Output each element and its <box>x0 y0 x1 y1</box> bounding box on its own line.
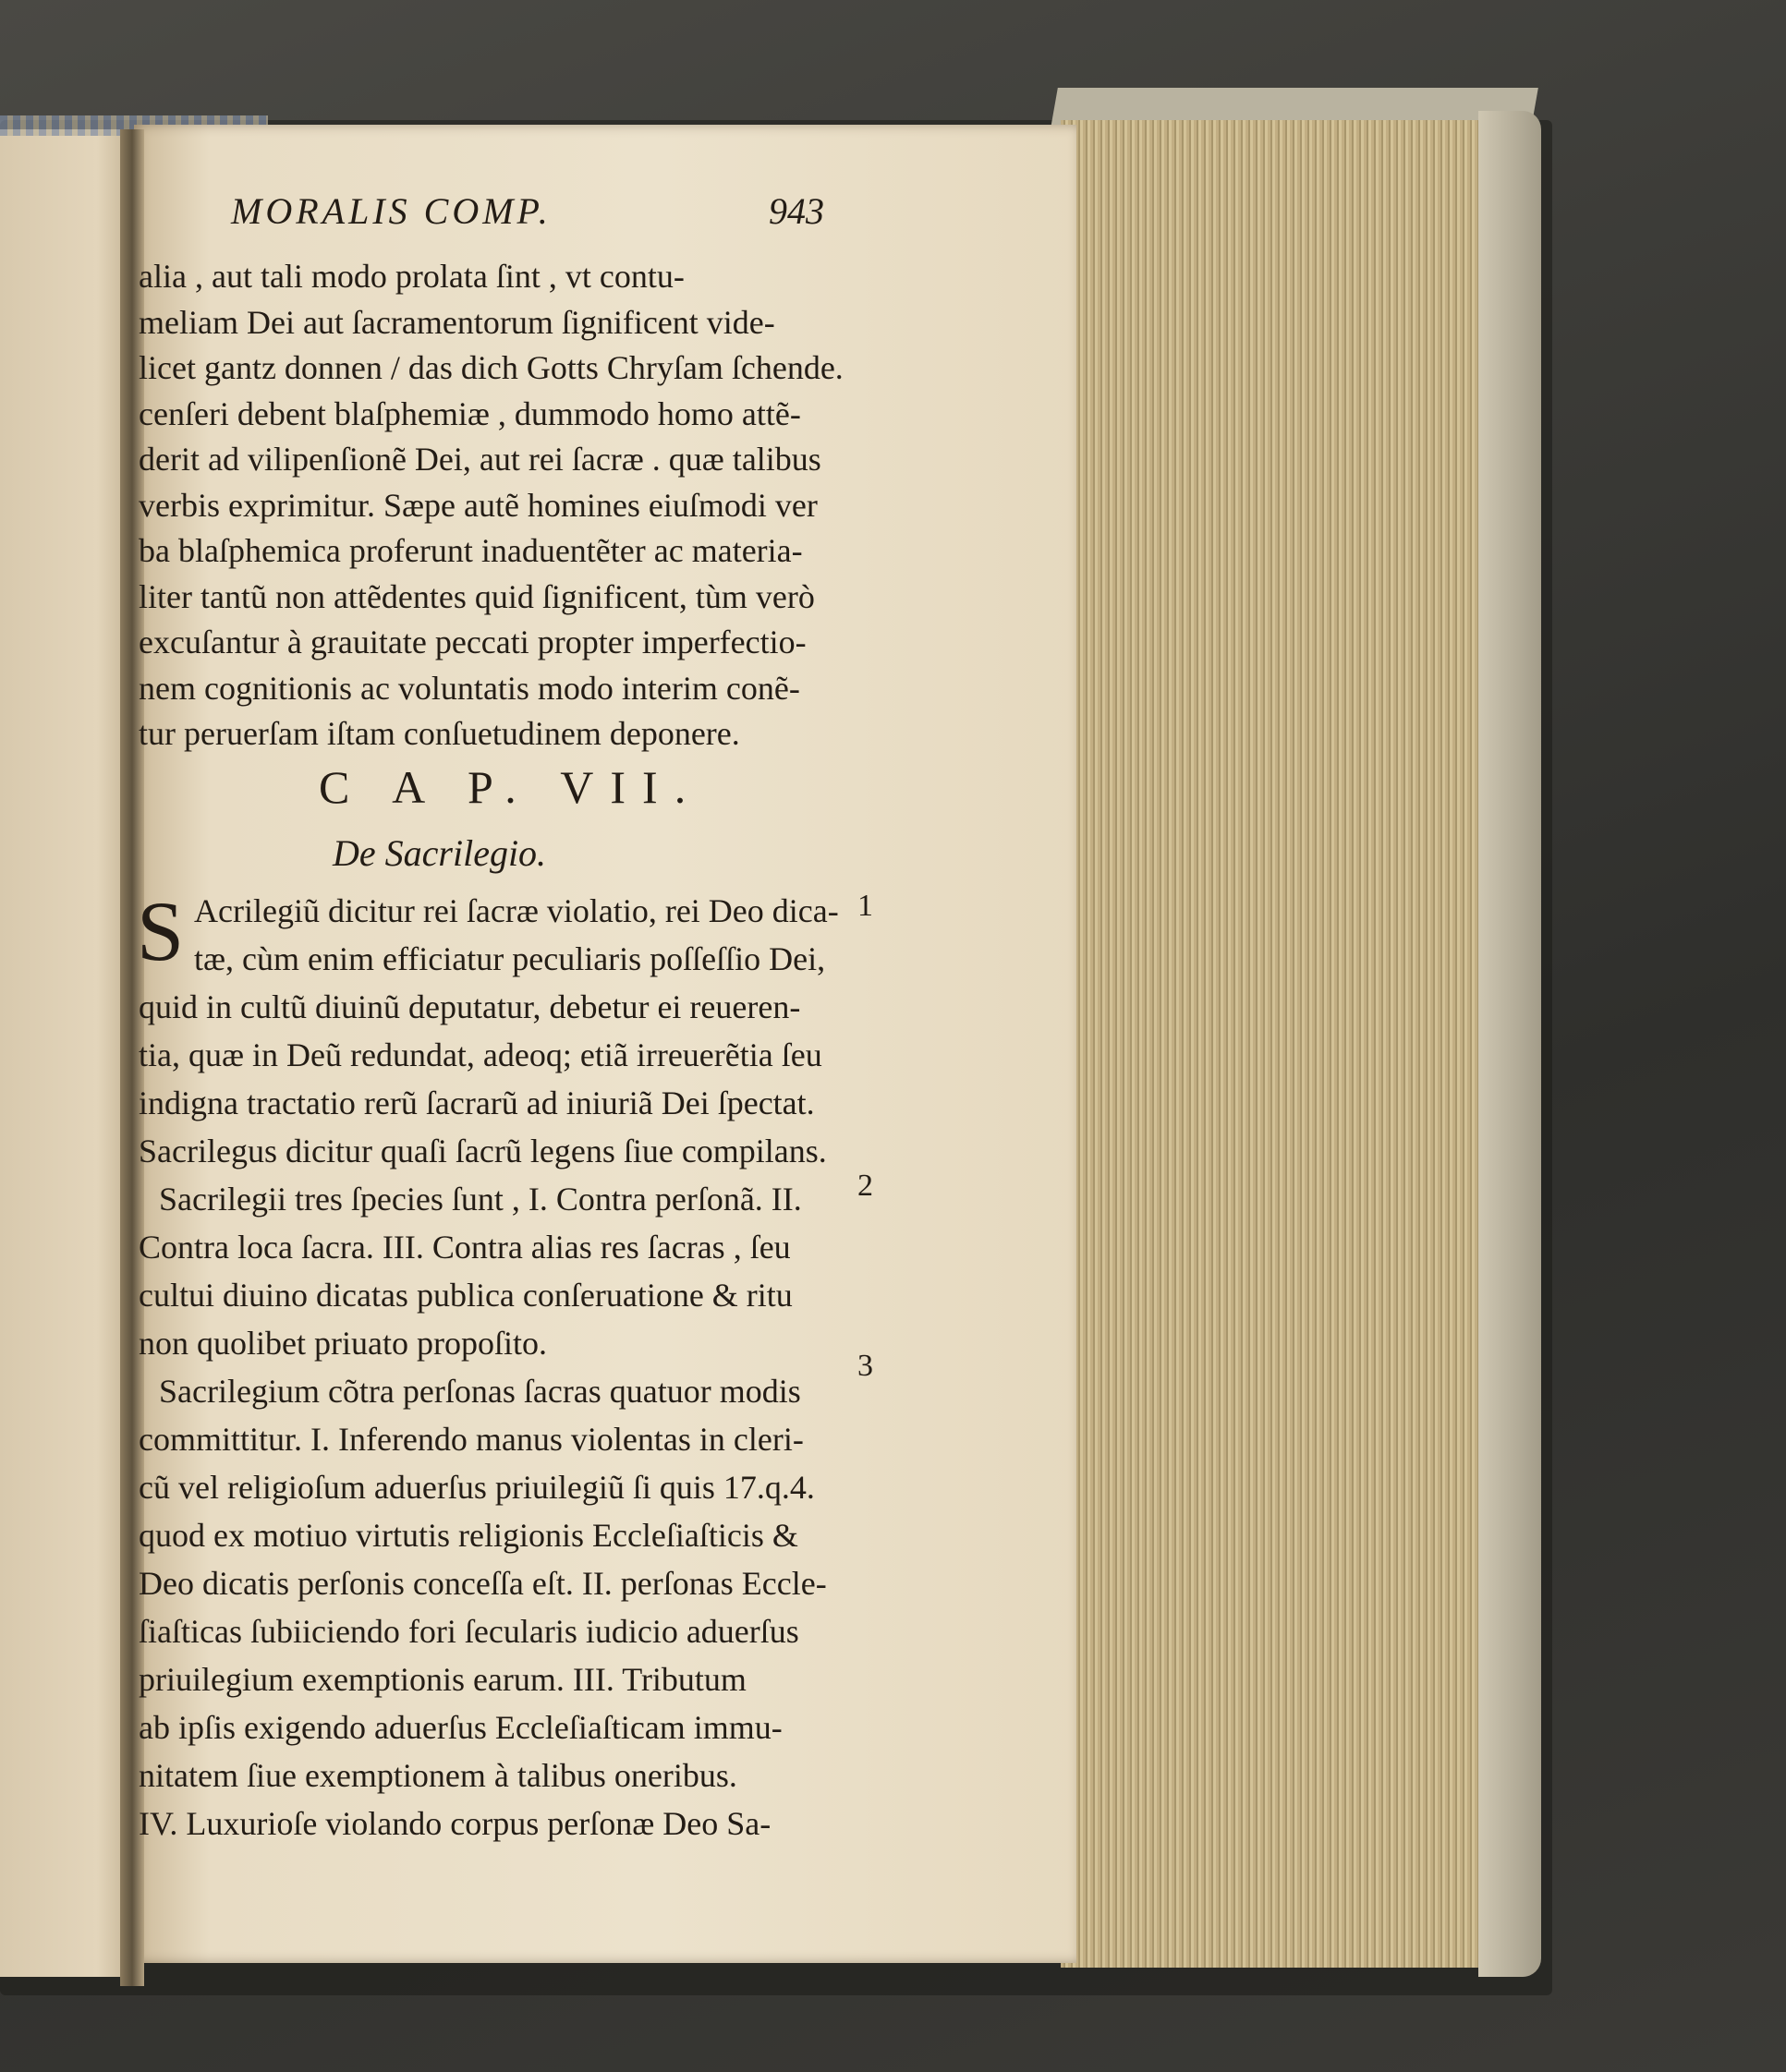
text-line: verbis exprimitur. Sæpe autẽ homines eiuſmodi ver <box>139 486 818 524</box>
text-line: ſiaſticas ſubiiciendo fori ſecularis iudicio aduerſus <box>139 1613 799 1650</box>
text-line: liter tantũ non attẽdentes quid ſignificent, tùm verò <box>139 577 815 615</box>
text-line: ba blaſphemica proferunt inaduentẽter ac materia- <box>139 532 803 569</box>
text-line: Deo dicatis perſonis conceſſa eſt. II. perſonas Eccle- <box>139 1565 827 1602</box>
chapter-label: C A P. VII. <box>319 761 703 813</box>
text-line: quod ex motiuo virtutis religionis Eccleſiaſticis & <box>139 1517 798 1554</box>
text-line: quid in cultũ diuinũ deputatur, debetur ei reueren- <box>139 988 801 1025</box>
text-line: tur peruerſam iſtam conſuetudinem deponere. <box>139 715 740 752</box>
text-line: Acrilegiũ dicitur rei ſacræ violatio, rei Deo dica- <box>194 892 839 929</box>
margin-number: 1 <box>857 889 873 923</box>
text-line: committitur. I. Inferendo manus violentas in cleri- <box>139 1421 804 1458</box>
drop-cap: S <box>137 884 185 978</box>
text-line: Sacrilegii tres ſpecies ſunt , I. Contra perſonã. II. <box>159 1181 802 1218</box>
left-page <box>0 129 139 1977</box>
text-line: tia, quæ in Deũ redundat, adeoq; etiã irreuerẽtia ſeu <box>139 1036 822 1073</box>
text-line: cenſeri debent blaſphemiæ , dummodo homo attẽ- <box>139 394 801 432</box>
text-line: derit ad vilipenſionẽ Dei, aut rei ſacræ . quæ talibus <box>139 441 821 478</box>
page-number: 943 <box>769 190 824 232</box>
text-line: ab ipſis exigendo aduerſus Eccleſiaſticam immu- <box>139 1709 783 1746</box>
text-line: priuilegium exemptionis earum. III. Tributum <box>139 1661 747 1698</box>
running-title: MORALIS COMP. <box>231 190 552 232</box>
text-line: non quolibet priuato propoſito. <box>139 1325 547 1362</box>
text-line: IV. Luxurioſe violando corpus perſonæ Deo Sa- <box>139 1805 772 1842</box>
margin-number: 3 <box>857 1349 873 1383</box>
text-line: cũ vel religioſum aduerſus priuilegiũ ſi quis 17.q.4. <box>139 1469 815 1506</box>
text-line: tæ, cùm enim efficiatur peculiaris poſſeſſio Dei, <box>194 940 826 977</box>
text-line: meliam Dei aut ſacramentorum ſignificent vide- <box>139 303 775 341</box>
text-line: nem cognitionis ac voluntatis modo interim conẽ- <box>139 669 800 707</box>
text-line: Contra loca ſacra. III. Contra alias res ſacras , ſeu <box>139 1229 791 1266</box>
text-line: excuſantur à grauitate peccati propter imperfectio- <box>139 624 807 660</box>
book-cover-edge <box>1478 111 1541 1977</box>
chapter-title: De Sacrilegio. <box>333 832 547 874</box>
text-line: licet gantz donnen / das dich Gotts Chryſam ſchende. <box>139 349 844 386</box>
text-line: nitatem ſiue exemptionem à talibus oneribus. <box>139 1757 737 1794</box>
text-line: Sacrilegus dicitur quaſi ſacrũ legens ſiue compilans. <box>139 1133 827 1169</box>
text-line: Sacrilegium cõtra perſonas ſacras quatuor modis <box>159 1373 801 1410</box>
margin-number: 2 <box>857 1169 873 1203</box>
page-fore-edge <box>1061 120 1532 1968</box>
text-line: alia , aut tali modo prolata ſint , vt contu- <box>139 258 685 295</box>
text-line: cultui diuino dicatas publica conſeruatione & ritu <box>139 1277 793 1314</box>
text-line: indigna tractatio rerũ ſacrarũ ad iniuriã Dei ſpectat. <box>139 1084 815 1121</box>
